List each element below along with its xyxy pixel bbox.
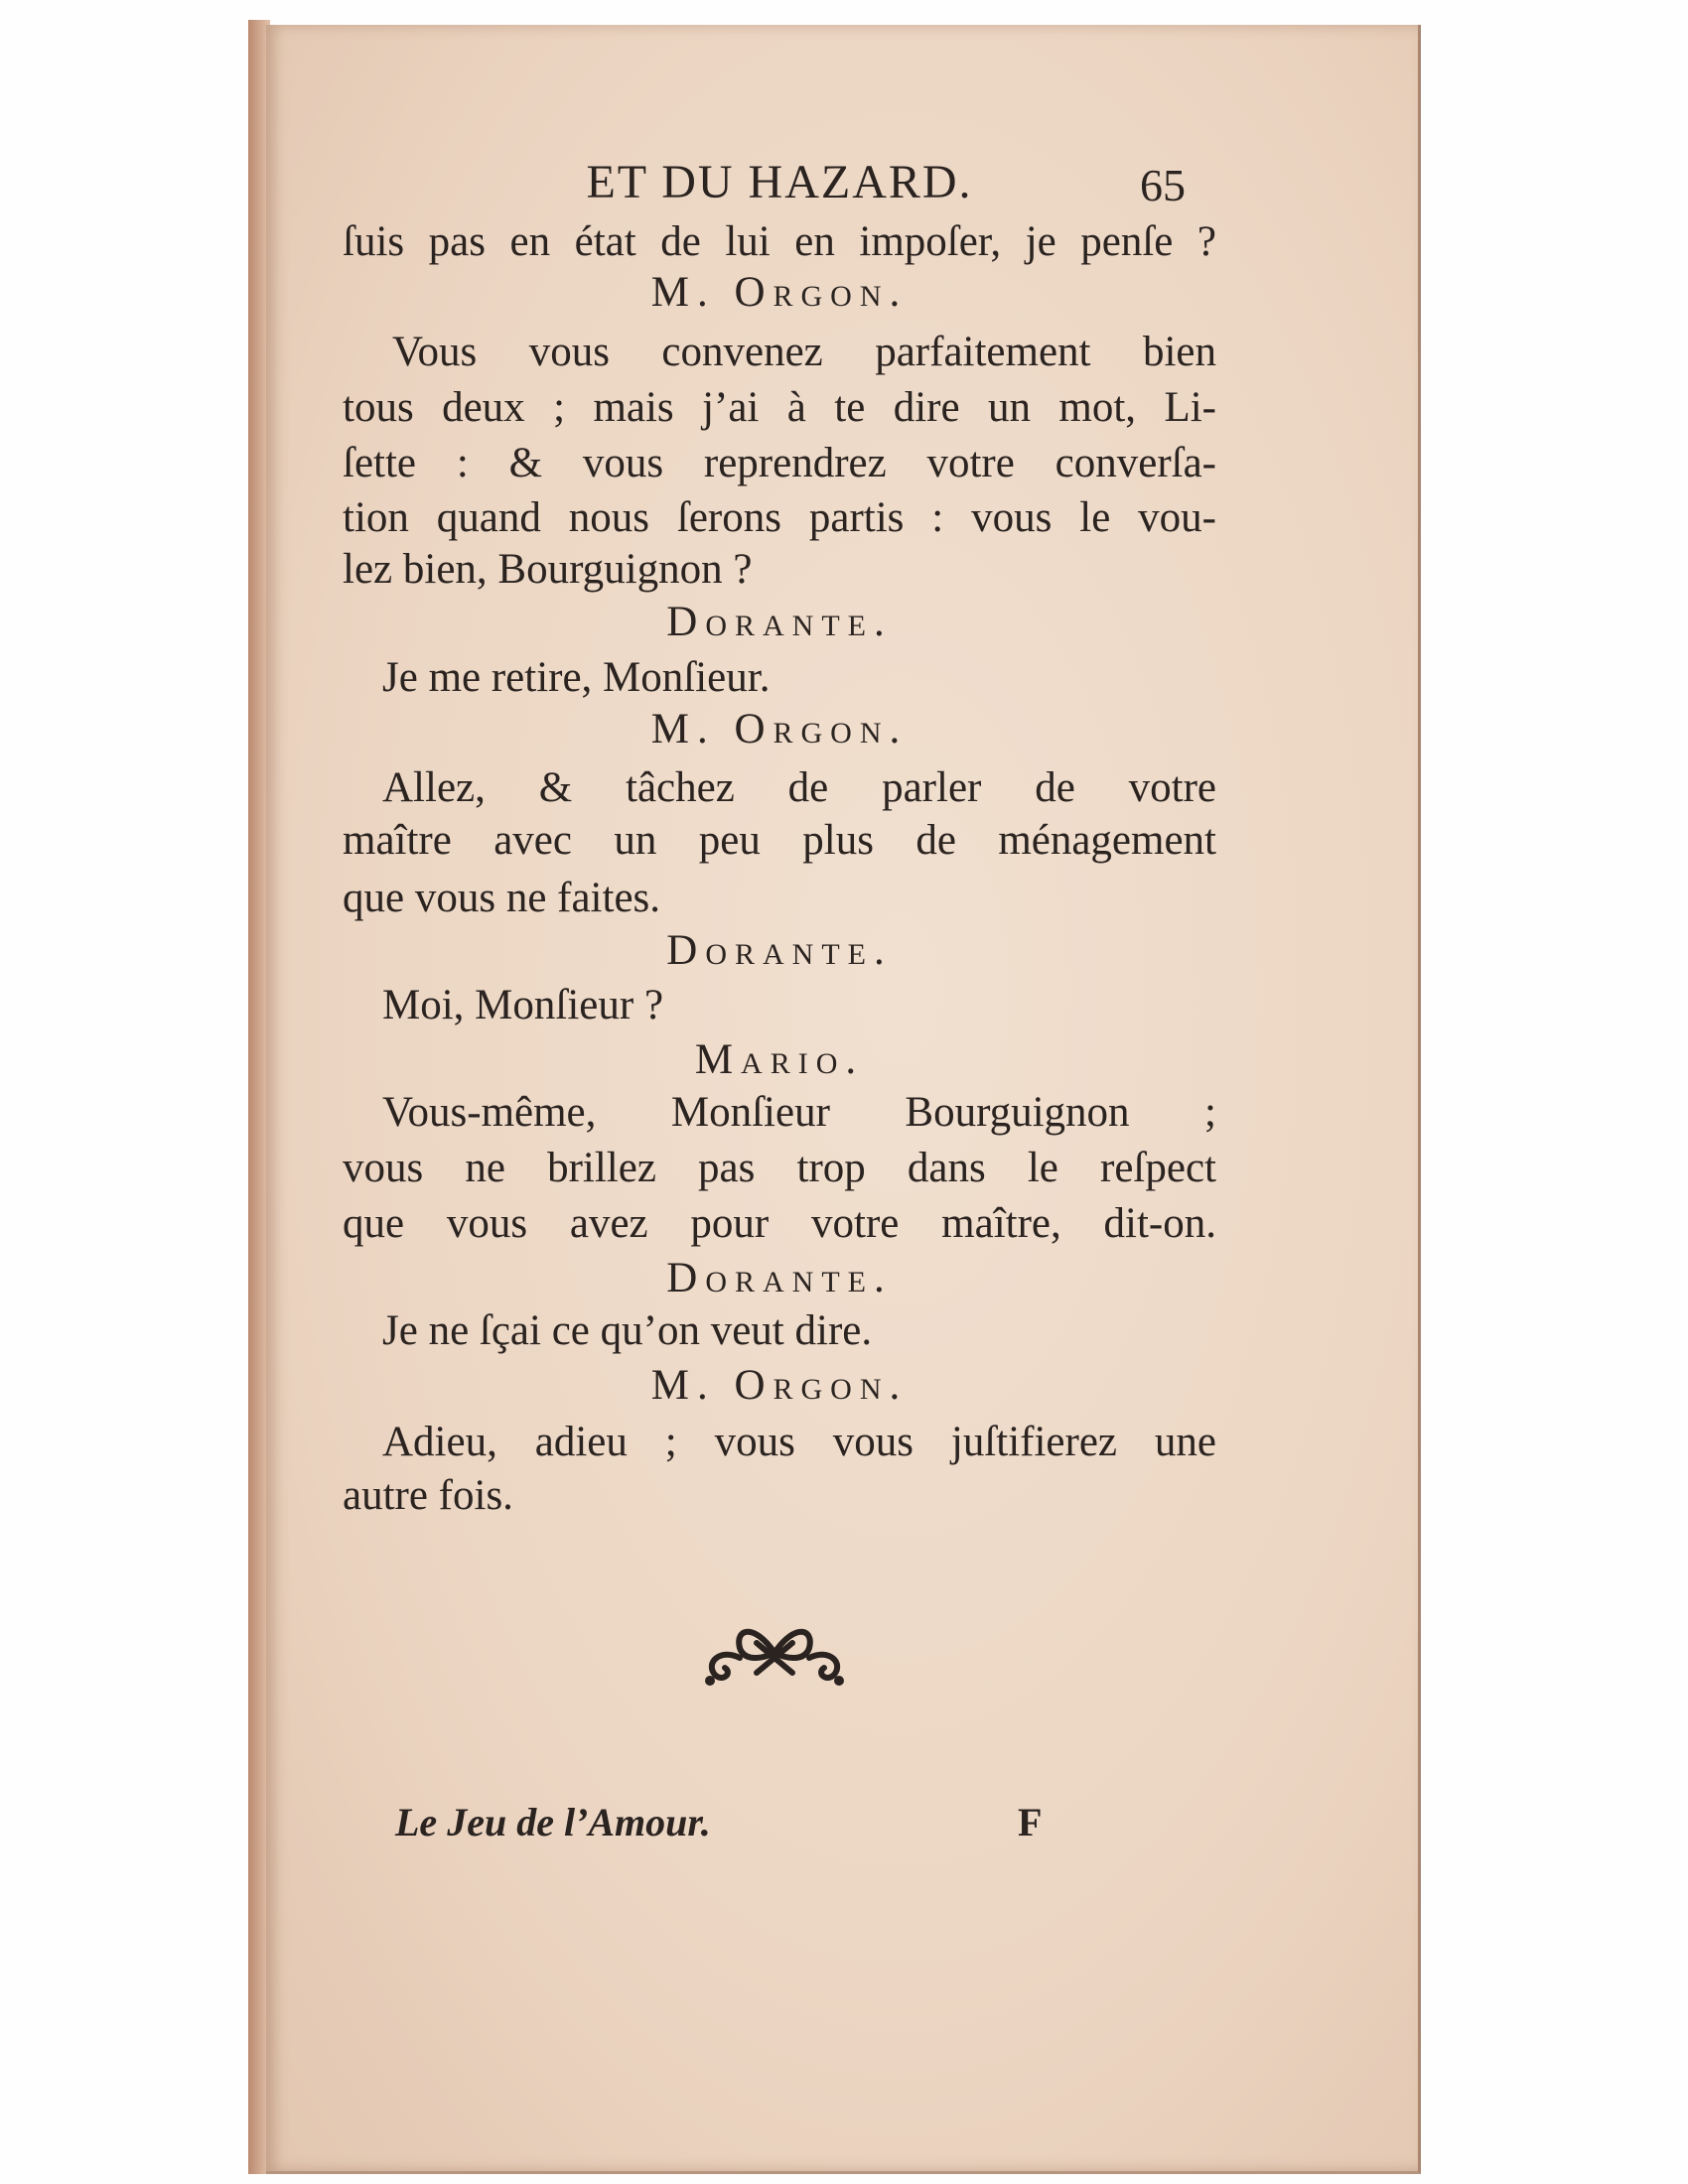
text-line: Vous-même, Monſieur Bourguignon ;	[382, 1089, 1216, 1136]
text-line: maître avec un peu plus de ménagement	[343, 817, 1216, 864]
text-line: lez bien, Bourguignon ?	[343, 546, 753, 593]
text-line: ſuis pas en état de lui en impoſer, je penſe ?	[343, 218, 1216, 265]
text-line: Je me retire, Monſieur.	[382, 654, 771, 701]
text-line: tion quand nous ſerons partis : vous le vou-	[343, 494, 1216, 541]
text-line: autre fois.	[343, 1472, 513, 1519]
speaker-name: Mario.	[694, 1036, 865, 1083]
speaker-name: M. Orgon.	[650, 269, 909, 316]
text-line: Moi, Monſieur ?	[382, 982, 664, 1028]
speaker-name: Dorante.	[666, 927, 893, 974]
text-line: tous deux ; mais j’ai à te dire un mot, Li-	[343, 384, 1216, 431]
text-line: que vous ne faites.	[343, 875, 661, 921]
text-line: Adieu, adieu ; vous vous juſtifierez une	[382, 1419, 1216, 1465]
catchword: Le Jeu de l’Amour.	[395, 1800, 711, 1844]
text-line: Allez, & tâchez de parler de votre	[382, 764, 1216, 811]
page-number: 65	[1140, 160, 1186, 210]
text-line: ſette : & vous reprendrez votre converſa-	[343, 440, 1216, 486]
text-line: vous ne brillez pas trop dans le reſpect	[343, 1145, 1216, 1191]
speaker-name: M. Orgon.	[650, 1362, 909, 1409]
text-line: que vous avez pour votre maître, dit-on.	[343, 1200, 1216, 1247]
ornament-icon	[695, 1613, 854, 1693]
signature-mark: F	[1018, 1800, 1043, 1844]
text-line: Je ne ſçai ce qu’on veut dire.	[382, 1307, 873, 1354]
speaker-name: Dorante.	[666, 1255, 893, 1301]
text-line: Vous vous convenez parfaitement bien	[392, 329, 1216, 375]
speaker-name: M. Orgon.	[650, 706, 909, 752]
speaker-name: Dorante.	[666, 599, 893, 645]
running-title: ET DU HAZARD.	[586, 156, 973, 208]
